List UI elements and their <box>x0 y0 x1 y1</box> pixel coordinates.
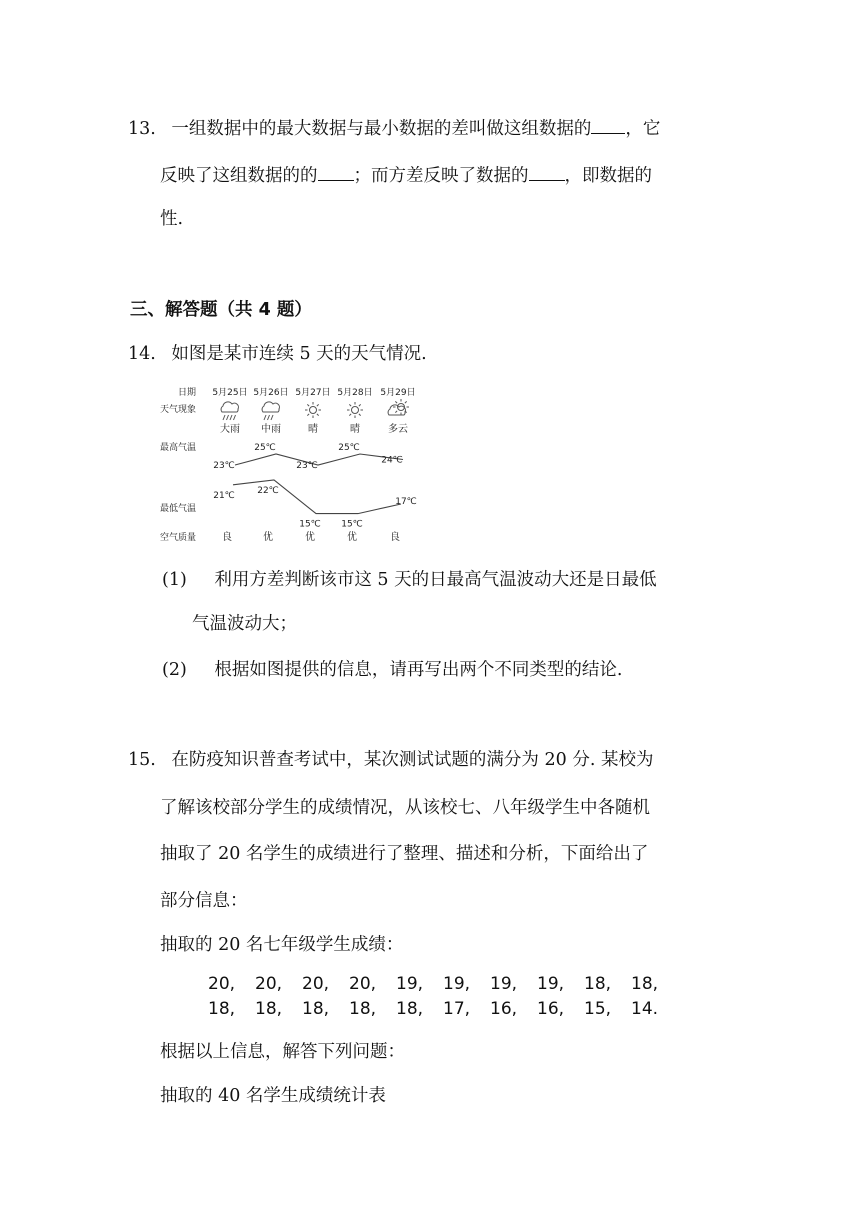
score-value: 18, <box>396 999 424 1019</box>
date-label: 5月26日 <box>253 388 289 398</box>
score-value: 19, <box>443 974 471 994</box>
q14-sub-1-text: 利用方差判断该市这 5 天的日最高气温波动大还是日最低 <box>214 570 657 590</box>
date-label: 5月27日 <box>295 388 331 398</box>
scores-row-2 <box>208 996 678 1022</box>
sun-icon <box>305 402 321 418</box>
date-label: 5月25日 <box>212 388 248 398</box>
q14-text: 如图是某市连续 5 天的天气情况. <box>171 344 427 364</box>
score-value: 20, <box>302 974 330 994</box>
q14-line-1 <box>128 341 427 367</box>
score-value: 16, <box>490 999 518 1019</box>
q14-sub-2-text: 根据如图提供的信息，请再写出两个不同类型的结论. <box>214 660 623 680</box>
score-value: 19, <box>537 974 565 994</box>
q13-text-2a: 反映了这组数据的的 <box>160 166 318 186</box>
score-value: 19, <box>396 974 424 994</box>
partly-cloudy-icon <box>388 399 409 415</box>
score-value: 18, <box>255 999 283 1019</box>
q14-sub-1-line-2: 气温波动大； <box>192 614 297 634</box>
score-value: 18, <box>208 999 236 1019</box>
q13-number: 13. <box>128 119 156 139</box>
high-temp-line <box>235 454 403 465</box>
q13-blank-1 <box>591 115 625 134</box>
weather-condition: 晴 <box>308 424 318 435</box>
low-temp-label: 17℃ <box>395 497 417 507</box>
q15-text-1: 在防疫知识普查考试中，某次测试试题的满分为 20 分. 某校为 <box>171 750 654 770</box>
score-value: 20, <box>349 974 377 994</box>
q14-sub-2-line <box>162 657 622 683</box>
low-temp-label: 15℃ <box>341 519 363 530</box>
q14-number: 14. <box>128 344 156 364</box>
low-temp-label: 22℃ <box>257 486 279 496</box>
high-temp-label: 25℃ <box>254 443 276 453</box>
row-label: 天气现象 <box>160 405 197 415</box>
weather-condition: 晴 <box>350 424 360 435</box>
q15-line-4: 部分信息： <box>160 891 248 911</box>
score-value: 19, <box>490 974 518 994</box>
air-quality-label: 良 <box>222 532 232 543</box>
score-value: 18, <box>349 999 377 1019</box>
score-value: 18, <box>584 974 612 994</box>
row-label: 最低气温 <box>160 504 197 514</box>
q15-line-7: 抽取的 40 名学生成绩统计表 <box>160 1086 386 1106</box>
date-label: 5月29日 <box>380 388 416 398</box>
q15-line-6: 根据以上信息，解答下列问题： <box>160 1042 405 1062</box>
row-label: 最高气温 <box>160 443 197 453</box>
air-quality-label: 优 <box>305 532 315 543</box>
row-label: 空气质量 <box>160 533 197 543</box>
q15-number: 15. <box>128 750 156 770</box>
weather-condition: 中雨 <box>261 424 281 435</box>
row-label: 日期 <box>178 388 197 398</box>
section-3-title: 三、解答题（共 4 题） <box>130 300 312 320</box>
score-value: 17, <box>443 999 471 1019</box>
air-quality-label: 良 <box>390 532 400 543</box>
score-value: 18, <box>302 999 330 1019</box>
q14-sub-2-number: (2) <box>162 660 187 680</box>
score-value: 15, <box>584 999 612 1019</box>
q13-blank-3 <box>529 162 565 181</box>
high-temp-label: 23℃ <box>296 461 318 471</box>
score-value: 16, <box>537 999 565 1019</box>
sun-icon <box>347 402 363 418</box>
date-label: 5月28日 <box>337 388 373 398</box>
q13-text-1a: 一组数据中的最大数据与最小数据的差叫做这组数据的 <box>171 119 592 139</box>
q15-line-3: 抽取了 20 名学生的成绩进行了整理、描述和分析，下面给出了 <box>160 844 649 864</box>
weather-condition: 大雨 <box>220 424 240 435</box>
score-value: 14. <box>631 999 659 1019</box>
moderate-rain-icon <box>262 402 279 420</box>
weather-figure <box>158 380 426 548</box>
high-temp-label: 23℃ <box>213 461 235 471</box>
q13-text-2b: ；而方差反映了数据的 <box>353 166 529 186</box>
low-temp-label: 15℃ <box>299 519 321 530</box>
q14-sub-1-number: (1) <box>162 570 187 590</box>
scores-row-1 <box>208 971 678 997</box>
weather-condition: 多云 <box>388 424 408 435</box>
low-temp-label: 21℃ <box>213 490 235 501</box>
q13-text-1b: ，它 <box>625 119 661 139</box>
air-quality-label: 优 <box>263 532 273 543</box>
high-temp-label: 24℃ <box>381 455 403 466</box>
q13-line-1 <box>128 115 660 142</box>
q15-line-1 <box>128 747 653 773</box>
heavy-rain-icon <box>221 402 238 420</box>
score-value: 20, <box>208 974 236 994</box>
q13-line-2 <box>160 162 652 189</box>
score-value: 18, <box>631 974 659 994</box>
q13-blank-2 <box>318 162 354 181</box>
air-quality-label: 优 <box>347 532 357 543</box>
q15-line-2: 了解该校部分学生的成绩情况，从该校七、八年级学生中各随机 <box>160 798 650 818</box>
q14-sub-1-line-1 <box>162 567 657 593</box>
score-value: 20, <box>255 974 283 994</box>
q13-line-3: 性. <box>160 209 184 229</box>
high-temp-label: 25℃ <box>338 443 360 453</box>
q15-line-5: 抽取的 20 名七年级学生成绩： <box>160 935 404 955</box>
q13-text-2c: ，即数据的 <box>564 166 652 186</box>
